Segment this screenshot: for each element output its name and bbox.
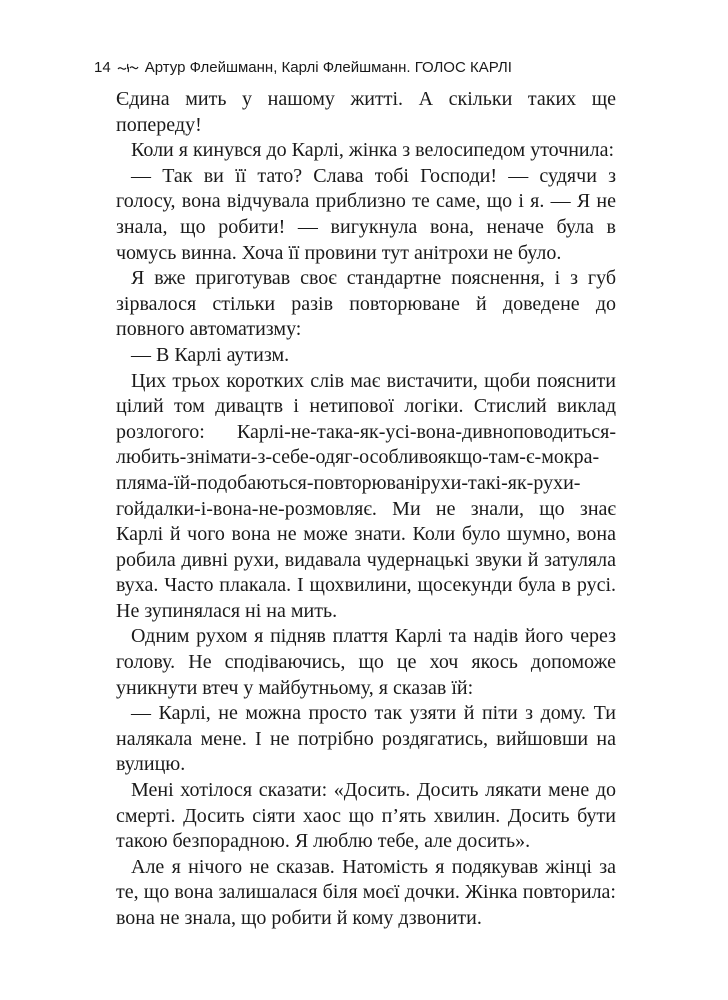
paragraph: Єдина мить у нашому житті. А скільки таких ще попереду!	[116, 88, 616, 136]
paragraph: Цих трьох коротких слів має вистачити, щоби пояснити цілий том дивацтв і нетипової логіки. Стислий виклад розлогого: Карлі-не-така-як-усі-вона-дивноповодиться-любить-знімати-з-себе-одяг-особливоякщо-там-є-мокра-пляма-їй-подобаються-повторюванірухи-такі-як-рухи-гойдалки-і-вона-не-розмовляє. Ми не знали, що знає Карлі й чого вона не може знати. Коли було шумно, вона робила дивні рухи, видавала чудернацькі звуки й затуляла вуха. Часто плакала. І щохвилини, щосекунди була в русі. Не зупинялася ні на мить.	[116, 369, 616, 622]
paragraph: — Так ви її тато? Слава тобі Господи! — судячи з голосу, вона відчувала приблизно те саме, що і я. — Я не знала, що робити! — вигукнула вона, неначе була в чомусь винна. Хоча її провини тут анітрохи не було.	[116, 164, 616, 264]
paragraph: — Карлі, не можна просто так узяти й піти з дому. Ти налякала мене. І не потрібно роздягатись, вийшовши на вулицю.	[116, 702, 616, 776]
paragraph: Мені хотілося сказати: «Досить. Досить лякати мене до смерті. Досить сіяти хаос що п’ять хвилин. Досить бути такою безпорадною. Я люблю тебе, але досить».	[116, 779, 616, 853]
running-head	[94, 58, 634, 78]
fleuron-ornament-icon	[117, 62, 139, 74]
paragraph: — В Карлі аутизм.	[131, 343, 290, 366]
paragraph: Я вже приготував своє стандартне пояснення, і з губ зірвалося стільки разів повторюване й доведене до повного автоматизму:	[116, 267, 616, 341]
paragraph: Але я нічого не сказав. Натомість я подякував жінці за те, що вона залишалася біля моєї дочки. Жінка повторила: вона не знала, що робити й кому дзвонити.	[116, 855, 616, 929]
body-text	[116, 87, 616, 932]
paragraph: Одним рухом я підняв плаття Карлі та надів його через голову. Не сподіваючись, що це хоч якось допоможе уникнути втеч у майбутньому, я сказав їй:	[116, 625, 616, 699]
running-title: Артур Флейшманн, Карлі Флейшманн. ГОЛОС КАРЛІ	[144, 59, 512, 76]
page-number: 14	[94, 59, 111, 76]
paragraph: Коли я кинувся до Карлі, жінка з велосипедом уточнила:	[131, 139, 615, 162]
